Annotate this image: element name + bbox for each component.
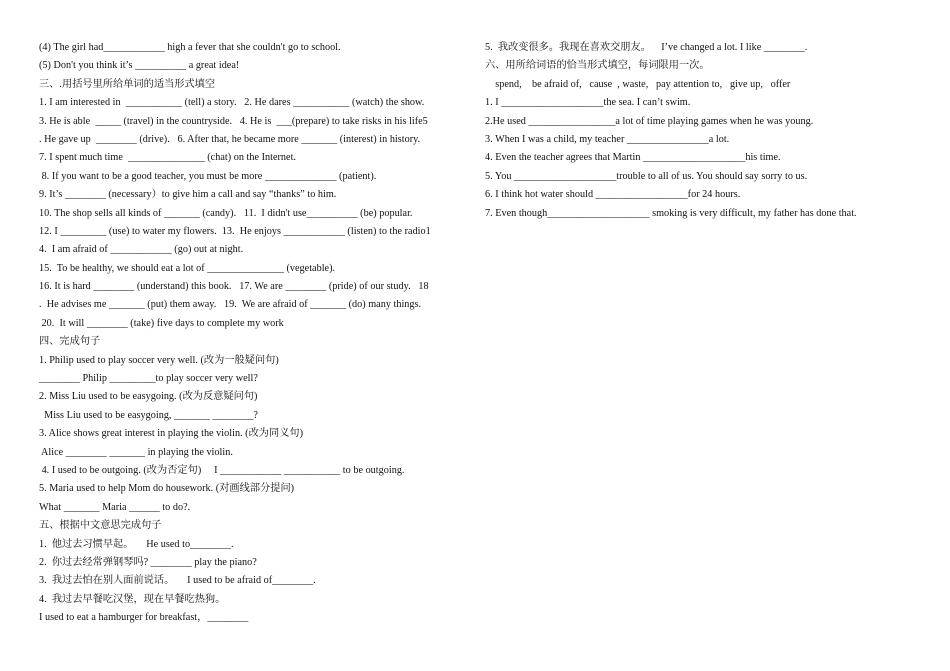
right-line-10: 7. Even though____________________ smoking is very difficult, my father has done that. <box>485 207 857 219</box>
right-line-7: 4. Even the teacher agrees that Martin ____________________his time. <box>485 152 781 164</box>
right-line-4: 1. I ____________________the sea. I can’t swim. <box>485 97 691 109</box>
section-5-heading: 五、根据中文意思完成句子 <box>39 520 162 532</box>
left-line-14: 16. It is hard ________ (understand) this book. 17. We are ________ (pride) of our study. 18 <box>39 281 429 293</box>
left-line-20: 2. Miss Liu used to be easygoing. (改为反意疑问句) <box>39 391 258 403</box>
left-line-7: 7. I spent much time _______________ (chat) on the Internet. <box>39 152 296 164</box>
left-line-11: 12. I _________ (use) to water my flowers. 13. He enjoys ____________ (listen) to the radio1 <box>39 225 431 237</box>
left-line-28: 1. 他过去习惯早起。 He used to________. <box>39 538 234 550</box>
left-line-24: 4. I used to be outgoing. (改为否定句) I ____________ ___________ to be outgoing. <box>39 464 405 476</box>
section-4-heading: 四、完成句子 <box>39 336 101 348</box>
section-3-heading: 三、.用括号里所给单词的适当形式填空 <box>39 78 216 90</box>
left-column <box>39 39 471 628</box>
left-line-29: 2. 你过去经常弹钢琴吗? ________ play the piano? <box>39 556 257 568</box>
left-line-18: 1. Philip used to play soccer very well. (改为一般疑问句) <box>39 354 279 366</box>
left-line-19: ________ Philip _________to play soccer very well? <box>39 373 258 385</box>
left-line-9: 9. It’s ________ (necessary）to give him a call and say “thanks” to him. <box>39 189 337 201</box>
left-line-12: 4. I am afraid of ____________ (go) out at night. <box>39 244 244 256</box>
left-line-32: I used to eat a hamburger for breakfast，________ <box>39 612 249 624</box>
right-line-8: 5. You ____________________trouble to all of us. You should say sorry to us. <box>485 170 808 182</box>
left-line-1: (4) The girl had____________ high a fever that she couldn't go to school. <box>39 42 341 53</box>
right-line-9: 6. I think hot water should __________________for 24 hours. <box>485 189 741 201</box>
left-line-15: . He advises me _______ (put) them away. 19. We are afraid of _______ (do) many things. <box>39 299 422 311</box>
left-line-30: 3. 我过去怕在别人面前说话。 I used to be afraid of________. <box>39 575 316 587</box>
word-bank: spend, be afraid of, cause , waste, pay attention to, give up, offer <box>485 78 791 90</box>
left-line-26: What _______ Maria ______ to do?. <box>39 501 191 513</box>
left-line-25: 5. Maria used to help Mom do housework. (对画线部分提问) <box>39 483 295 495</box>
left-line-23: Alice ________ _______ in playing the violin. <box>39 446 233 458</box>
left-line-6: . He gave up ________ (drive). 6. After that, he became more _______ (interest) in history. <box>39 133 421 145</box>
left-line-10: 10. The shop sells all kinds of _______ (candy). 11. I didn't use__________ (be) popular. <box>39 207 413 219</box>
right-column <box>485 39 910 223</box>
right-line-5: 2.He used _________________a lot of time playing games when he was young. <box>485 115 814 127</box>
left-line-13: 15. To be healthy, we should eat a lot of _______________ (vegetable). <box>39 262 336 274</box>
left-line-31: 4. 我过去早餐吃汉堡，现在早餐吃热狗。 <box>39 593 226 605</box>
left-line-21: Miss Liu used to be easygoing, _______ ________? <box>39 409 258 421</box>
right-line-1: 5. 我改变很多。我现在喜欢交朋友。 I’ve changed a lot. I like ________. <box>485 42 808 53</box>
right-line-6: 3. When I was a child, my teacher ________________a lot. <box>485 133 730 145</box>
left-line-5: 3. He is able _____ (travel) in the countryside. 4. He is ___(prepare) to take risks in his life5 <box>39 115 428 127</box>
section-6-heading: 六、用所给词语的恰当形式填空，每词限用一次。 <box>485 60 710 72</box>
left-line-22: 3. Alice shows great interest in playing the violin. (改为同义句) <box>39 428 304 440</box>
left-line-4: 1. I am interested in ___________ (tell) a story. 2. He dares ___________ (watch) the show. <box>39 97 425 109</box>
left-line-2: (5) Don't you think it’s __________ a great idea! <box>39 60 240 72</box>
left-line-8: 8. If you want to be a good teacher, you must be more ______________ (patient). <box>39 170 377 182</box>
left-line-16: 20. It will ________ (take) five days to complete my work <box>39 317 284 329</box>
